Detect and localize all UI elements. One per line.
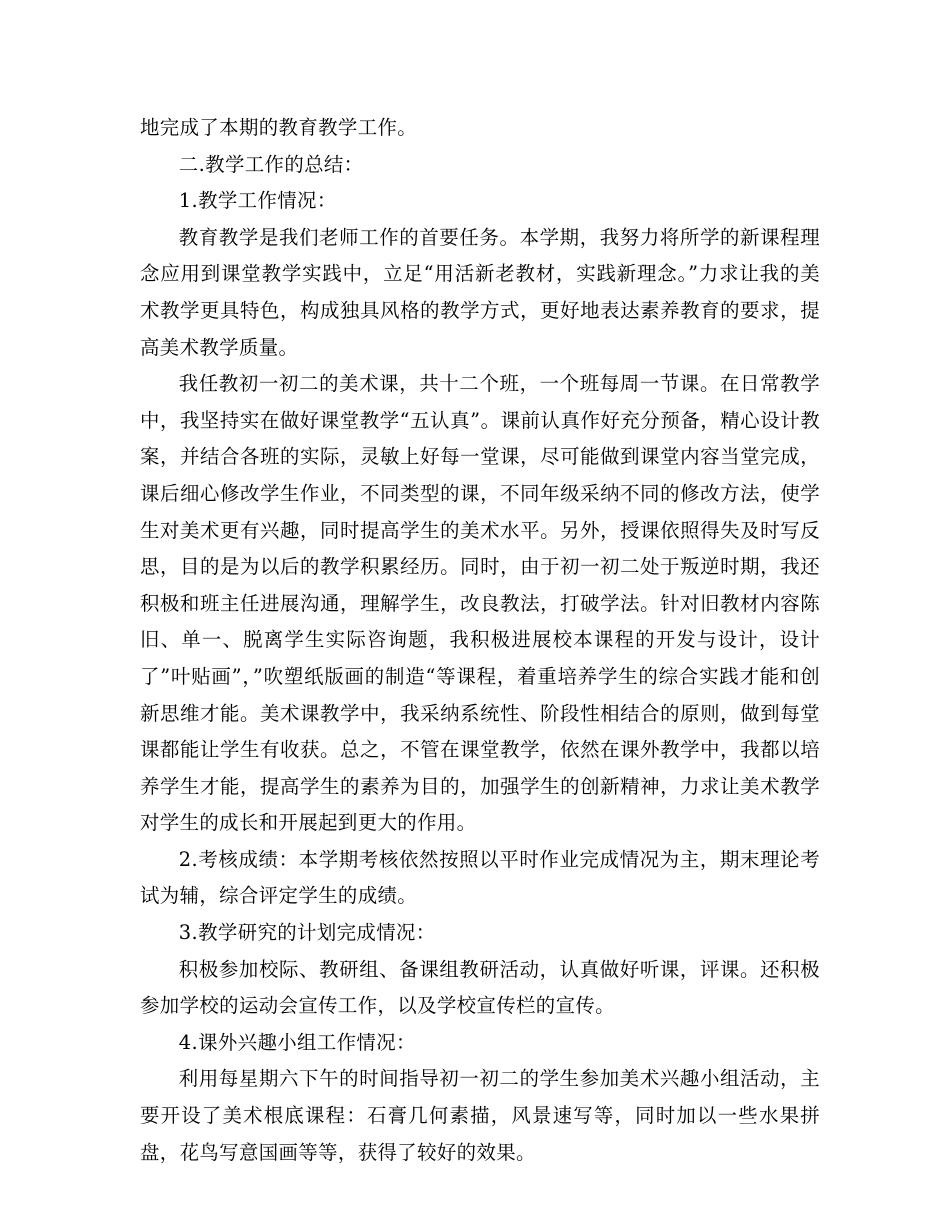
subheading-teaching-status: 1.教学工作情况： bbox=[178, 189, 337, 213]
document-body bbox=[140, 110, 820, 1171]
paragraph-research-activities: 积极参加校际、教研组、备课组教研活动，认真做好听课，评课。还积极参加学校的运动会宣传工作，以及学校宣传栏的宣传。 bbox=[140, 957, 820, 1018]
subheading-research-plan: 3.教学研究的计划完成情况： bbox=[178, 921, 436, 945]
paragraph-assessment: 2.考核成绩：本学期考核依然按照以平时作业完成情况为主，期末理论考试为辅，综合评定学生的成绩。 bbox=[140, 847, 820, 908]
section-heading-teaching-summary: 二.教学工作的总结： bbox=[178, 152, 364, 176]
paragraph-interest-group: 利用每星期六下午的时间指导初一初二的学生参加美术兴趣小组活动，主要开设了美术根底课程：石膏几何素描，风景速写等，同时加以一些水果拼盘，花鸟写意国画等等，获得了较好的效果。 bbox=[140, 1067, 820, 1164]
paragraph-continuation: 地完成了本期的教育教学工作。 bbox=[140, 116, 418, 139]
paragraph-art-classes: 我任教初一初二的美术课，共十二个班，一个班每周一节课。在日常教学中，我坚持实在做好课堂教学“五认真”。课前认真作好充分预备，精心设计教案，并结合各班的实际，灵敏上好每一堂课，尽可能做到课堂内容当堂完成，课后细心修改学生作业，不同类型的课，不同年级采纳不同的修改方法，使学生对美术更有兴趣，同时提高学生的美术水平。另外，授课依照得失及时写反思，目的是为以后的教学积累经历。同时，由于初一初二处于叛逆时期，我还积极和班主任进展沟通，理解学生，改良教法，打破学法。针对旧教材内容陈旧、单一、脱离学生实际咨询题，我积极进展校本课程的开发与设计，设计了”叶贴画”，”吹塑纸版画的制造“等课程，着重培养学生的综合实践才能和创新思维才能。美术课教学中，我采纳系统性、阶段性相结合的原则，做到每堂课都能让学生有收获。总之，不管在课堂教学，依然在课外教学中，我都以培养学生才能，提高学生的素养为目的，加强学生的创新精神，力求让美术教学对学生的成长和开展起到更大的作用。 bbox=[140, 372, 820, 835]
subheading-interest-group: 4.课外兴趣小组工作情况： bbox=[178, 1030, 416, 1054]
paragraph-teaching-task: 教育教学是我们老师工作的首要任务。本学期，我努力将所学的新课程理念应用到课堂教学实践中，立足“用活新老教材，实践新理念。”力求让我的美术教学更具特色，构成独具风格的教学方式，更好地表达素养教育的要求，提高美术教学质量。 bbox=[140, 225, 820, 359]
